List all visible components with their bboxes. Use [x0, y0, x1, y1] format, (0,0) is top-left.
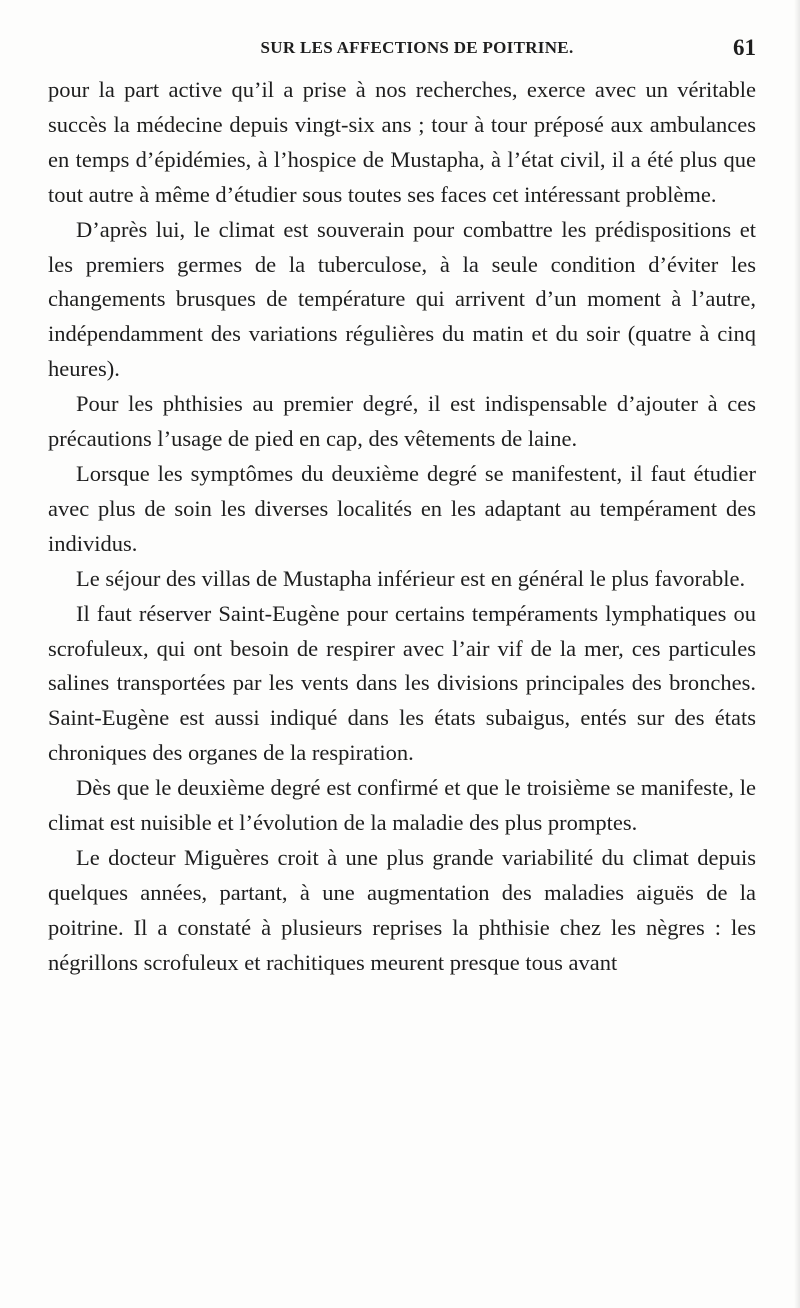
- paragraph: Dès que le deuxième degré est confirmé et que le troisième se manifeste, le climat est nuisible et l’évolution de la maladie des plus promptes.: [48, 775, 756, 836]
- paragraph: Pour les phthisies au premier degré, il est indispensable d’ajouter à ces précautions l’usage de pied en cap, des vêtements de laine.: [48, 391, 756, 452]
- page-edge-shadow: [794, 0, 800, 1308]
- running-head: SUR LES AFFECTIONS DE POITRINE.: [260, 38, 574, 57]
- page-number: 61: [733, 35, 756, 60]
- page-header: [48, 35, 756, 72]
- paragraph: D’après lui, le climat est souverain pour combattre les prédispositions et les premiers germes de la tuberculose, à la seule condition d’éviter les changements brusques de température qui arrivent d’un moment à l’autre, indépendamment des variations régulières du matin et du soir (quatre à cinq heures).: [48, 216, 756, 382]
- paragraph: Le docteur Miguères croit à une plus grande variabilité du climat depuis quelques années, partant, à une augmentation des maladies aiguës de la poitrine. Il a constaté à plusieurs reprises la phthisie chez les nègres : les négrillons scrofuleux et rachitiques meurent presque tous avant: [48, 844, 756, 975]
- paragraph: Il faut réserver Saint-Eugène pour certains tempéraments lymphatiques ou scrofuleux, qui ont besoin de respirer avec l’air vif de la mer, ces particules salines transportées par les vents dans les divisions principales des bronches. Saint-Eugène est aussi indiqué dans les états subaigus, entés sur des états chroniques des organes de la respiration.: [48, 600, 756, 766]
- body-text: [48, 73, 756, 981]
- paragraph: Le séjour des villas de Mustapha inférieur est en général le plus favorable.: [76, 565, 746, 591]
- paragraph: pour la part active qu’il a prise à nos recherches, exerce avec un véritable succès la médecine depuis vingt-six ans ; tour à tour préposé aux ambulances en temps d’épidémies, à l’hospice de Mustapha, à l’état civil, il a été plus que tout autre à même d’étudier sous toutes ses faces cet intéressant problème.: [48, 77, 756, 207]
- paragraph: Lorsque les symptômes du deuxième degré se manifestent, il faut étudier avec plus de soin les diverses localités en les adaptant au tempérament des individus.: [48, 460, 756, 556]
